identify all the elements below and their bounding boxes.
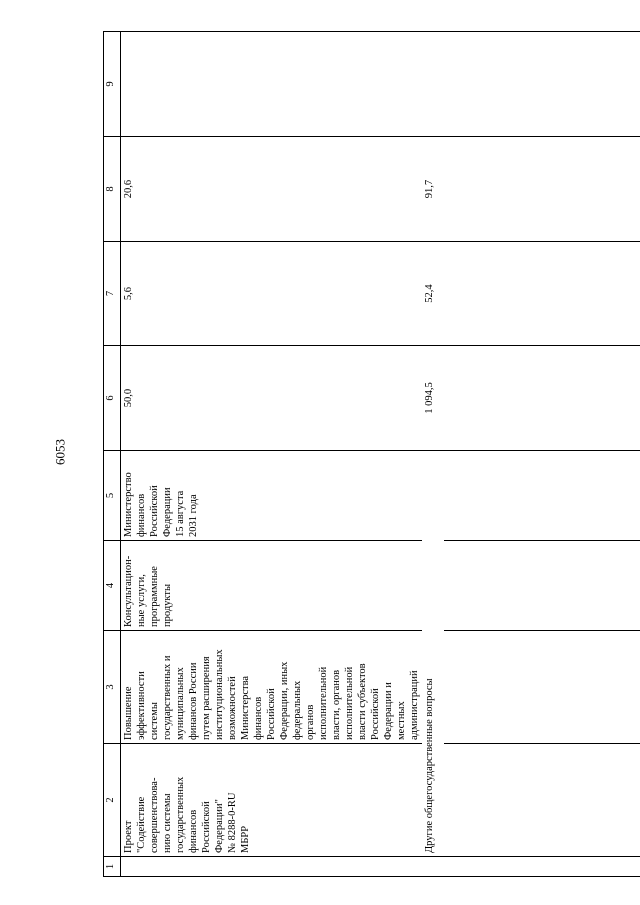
column-header-row: [104, 32, 121, 877]
section-title-cell: Другие общегосударственные вопросы: [422, 451, 444, 857]
total-col8-cell: 91,7: [422, 137, 444, 242]
value-col7-cell: 5,6: [121, 242, 423, 346]
column-header-7: 7: [104, 242, 121, 346]
column-header-1: 1: [104, 857, 121, 877]
table-row-project: [121, 32, 423, 877]
column-header-8: 8: [104, 137, 121, 242]
table-row-other-general: [422, 32, 444, 877]
value-col6-cell: 50,0: [121, 346, 423, 451]
total-col9-cell: [422, 32, 444, 137]
column-header-6: 6: [104, 346, 121, 451]
value-col9-cell: [121, 32, 423, 137]
total-col7-cell: 52,4: [422, 242, 444, 346]
column-header-5: 5: [104, 451, 121, 541]
service-type-cell: Консультацион- ные услуги, программные продукты: [121, 541, 423, 631]
table-bottom-filler: [444, 32, 640, 877]
column-header-3: 3: [104, 631, 121, 744]
page-number: 6053: [52, 439, 68, 465]
total-col6-cell: 1 094,5: [422, 346, 444, 451]
column-header-4: 4: [104, 541, 121, 631]
project-goal-cell: Повышение эффективности системы государственных и муниципальных финансов России путем расширения институциональных возможностей Министерства финансов Российской Федерации, иных федеральных органов исполнительной власти, органов исполнительной власти субъектов Российской Федерации и местных администраций: [121, 631, 423, 744]
table-container: [103, 32, 613, 877]
row-number-cell: [422, 857, 444, 877]
executor-date-cell: Министерство финансов Российской Федерации 15 августа 2031 года: [121, 451, 423, 541]
project-name-cell: Проект "Содействие совершенствова- нию системы государственных финансов Российской Федерации" № 8288-0-RU МБРР: [121, 744, 423, 857]
column-header-9: 9: [104, 32, 121, 137]
column-header-2: 2: [104, 744, 121, 857]
row-number-cell: [121, 857, 423, 877]
value-col8-cell: 20,6: [121, 137, 423, 242]
appendix-table: [103, 31, 640, 877]
